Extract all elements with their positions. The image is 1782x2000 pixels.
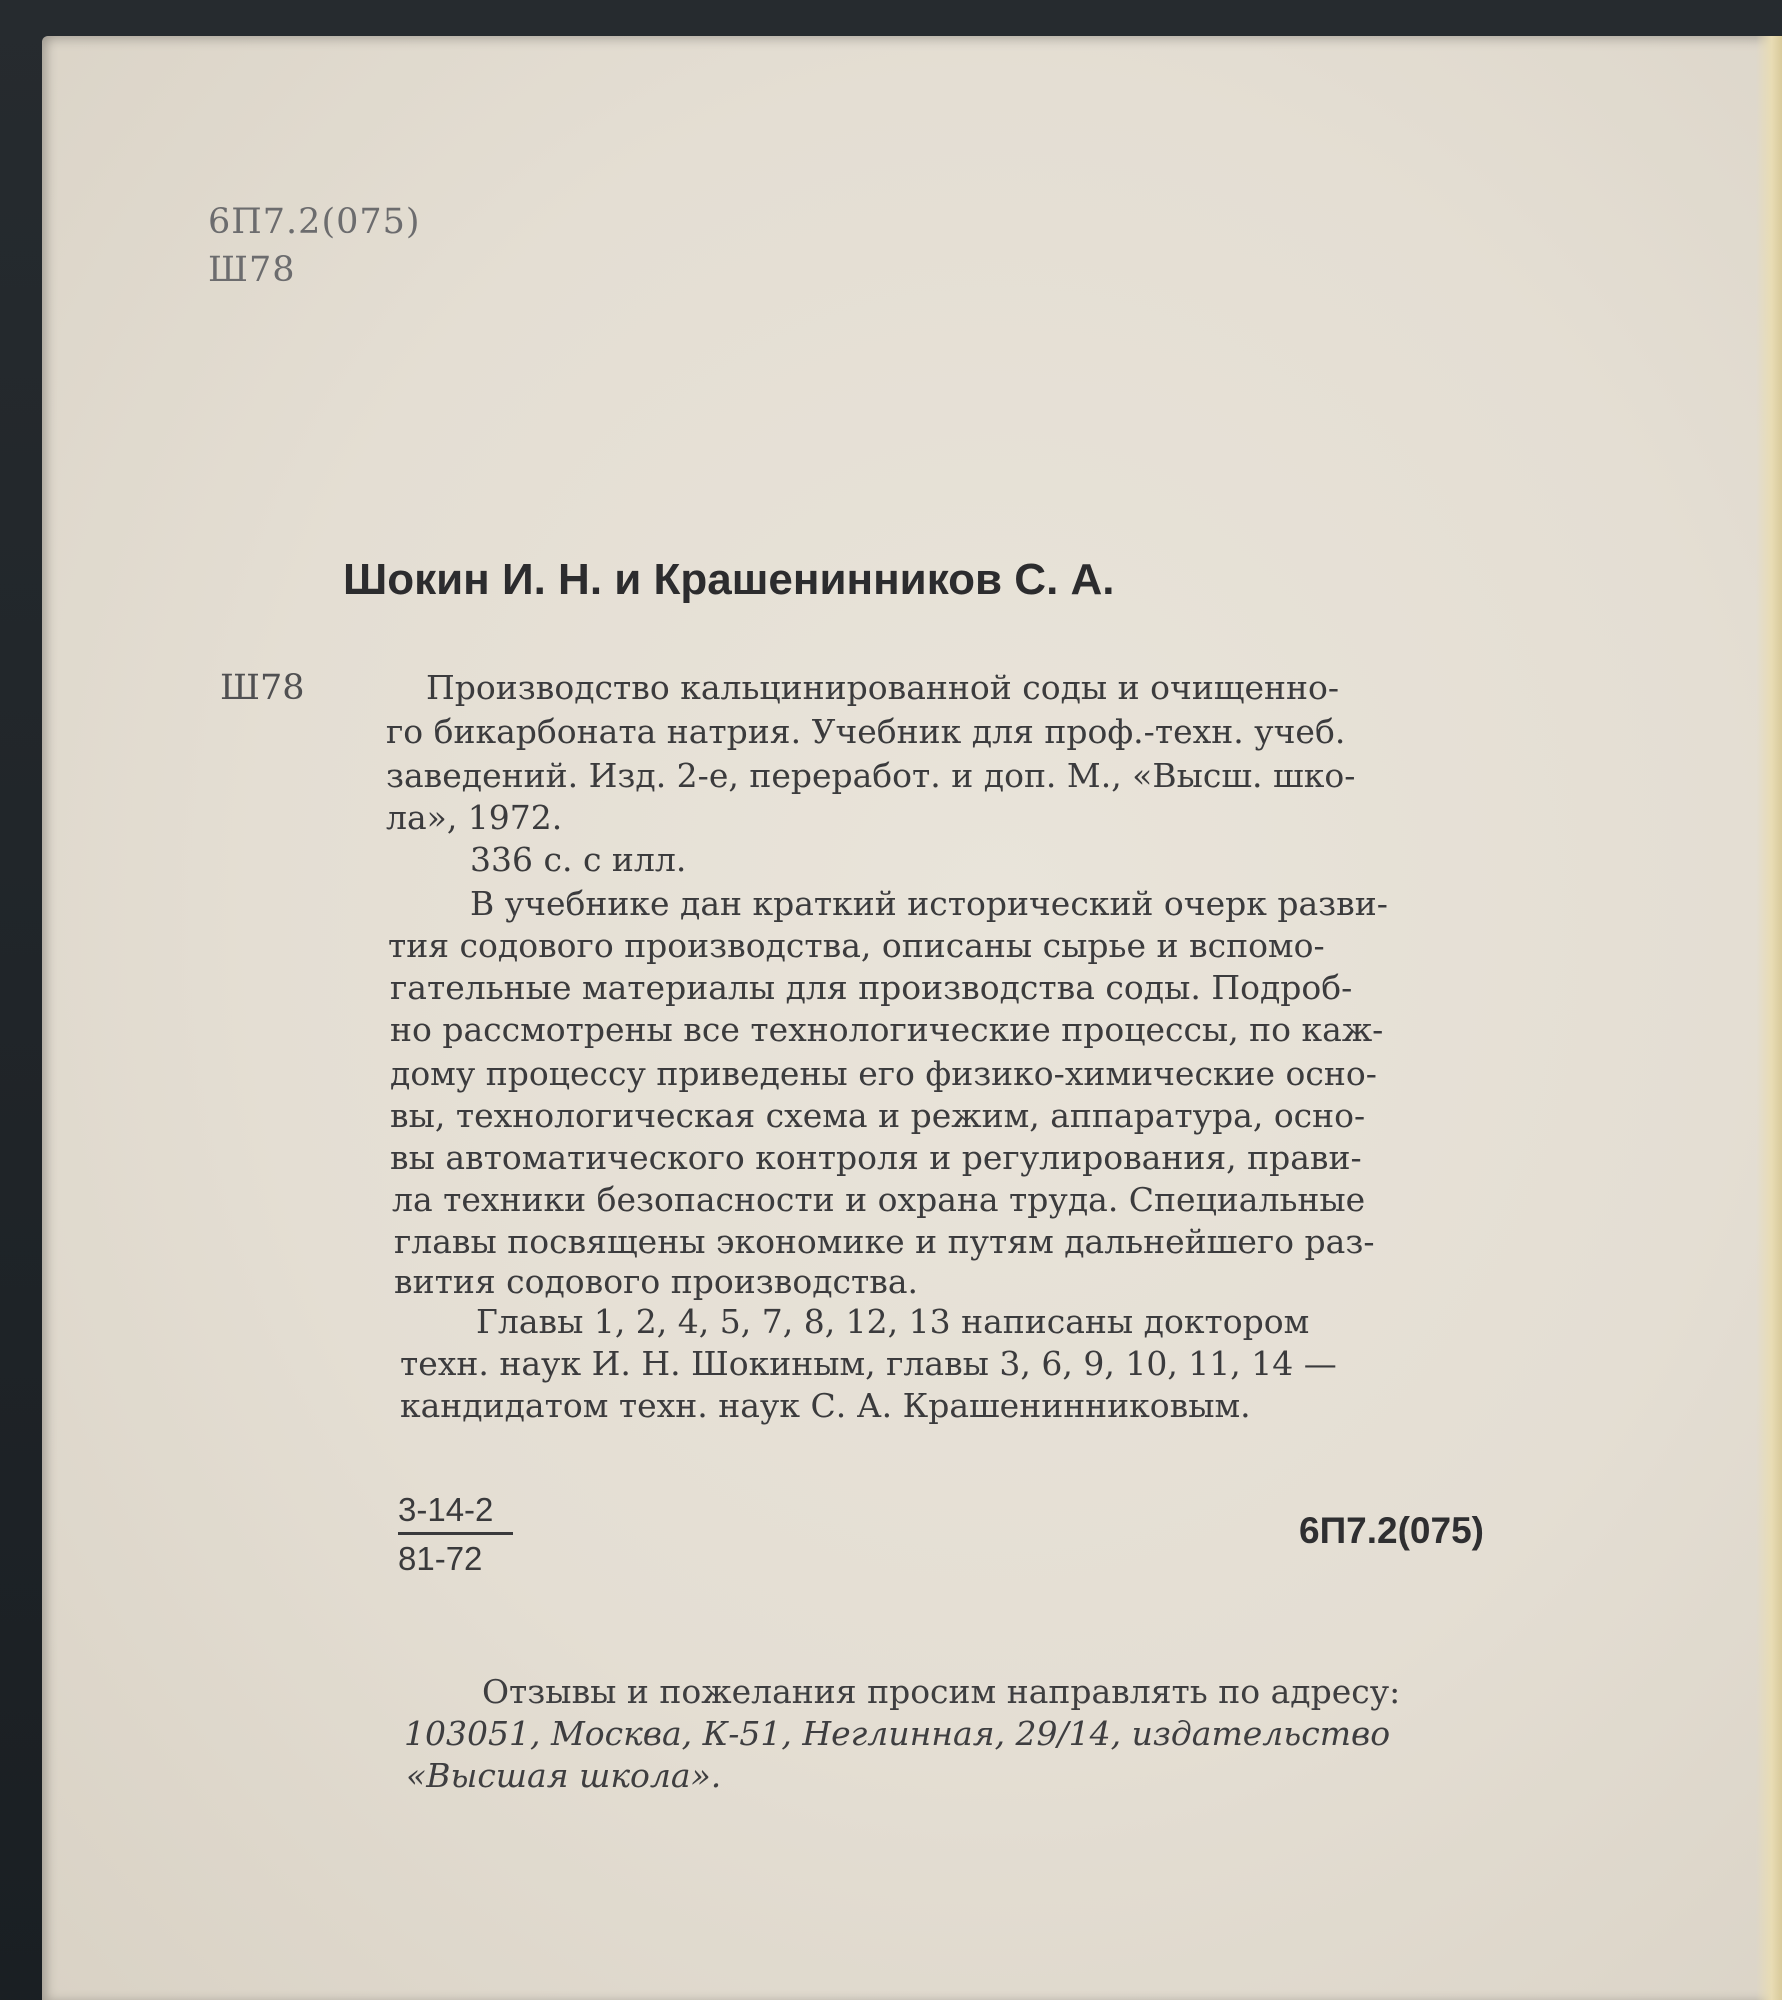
bbk-code-bottom: 6П7.2(075) [1299,1510,1484,1551]
bibliography-line: го бикарбоната натрия. Учебник для проф.-техн. учеб. [386,712,1346,751]
authors-heading: Шокин И. Н. и Крашенинников С. А. [343,555,1115,604]
annotation-line: В учебнике дан краткий исторический очерк разви- [470,884,1388,923]
annotation-line: главы посвящены экономике и путям дальнейшего раз- [394,1222,1375,1261]
fraction-bar [398,1532,513,1535]
publication-code [398,1490,513,1579]
author-mark-top: Ш78 [208,250,296,290]
authorship-line: кандидатом техн. наук С. А. Крашенинниковым. [400,1386,1251,1425]
bbk-code-top: 6П7.2(075) [208,202,421,242]
annotation-line: ла техники безопасности и охрана труда. Специальные [392,1180,1366,1219]
publication-code-denominator: 81-72 [398,1540,483,1577]
pages-count: 336 с. с илл. [470,840,687,879]
margin-author-mark: Ш78 [220,668,305,708]
feedback-publisher: «Высшая школа». [406,1756,722,1795]
authorship-line: Главы 1, 2, 4, 5, 7, 8, 12, 13 написаны доктором [476,1302,1310,1341]
publication-code-numerator: 3-14-2 [398,1491,494,1528]
bibliography-line: Производство кальцинированной соды и очищенно- [426,668,1340,707]
annotation-line: тия содового производства, описаны сырье и вспомо- [388,926,1325,965]
authorship-line: техн. наук И. Н. Шокиным, главы 3, 6, 9, 10, 11, 14 — [400,1344,1337,1383]
annotation-line: вития содового производства. [394,1262,918,1301]
bibliography-line: заведений. Изд. 2-е, переработ. и доп. М., «Высш. шко- [386,756,1356,795]
annotation-line: вы автоматического контроля и регулирования, прави- [390,1138,1362,1177]
annotation-line: вы, технологическая схема и режим, аппаратура, осно- [390,1096,1366,1135]
annotation-line: гательные материалы для производства соды. Подроб- [390,968,1353,1007]
annotation-line: но рассмотрены все технологические процессы, по каж- [390,1010,1384,1049]
annotation-line: дому процессу приведены его физико-химические осно- [390,1054,1377,1093]
page-edge [1756,36,1782,2000]
feedback-line: Отзывы и пожелания просим направлять по адресу: [482,1672,1401,1711]
bibliography-line: ла», 1972. [386,798,563,837]
feedback-address: 103051, Москва, К-51, Неглинная, 29/14, издательство [404,1714,1391,1753]
